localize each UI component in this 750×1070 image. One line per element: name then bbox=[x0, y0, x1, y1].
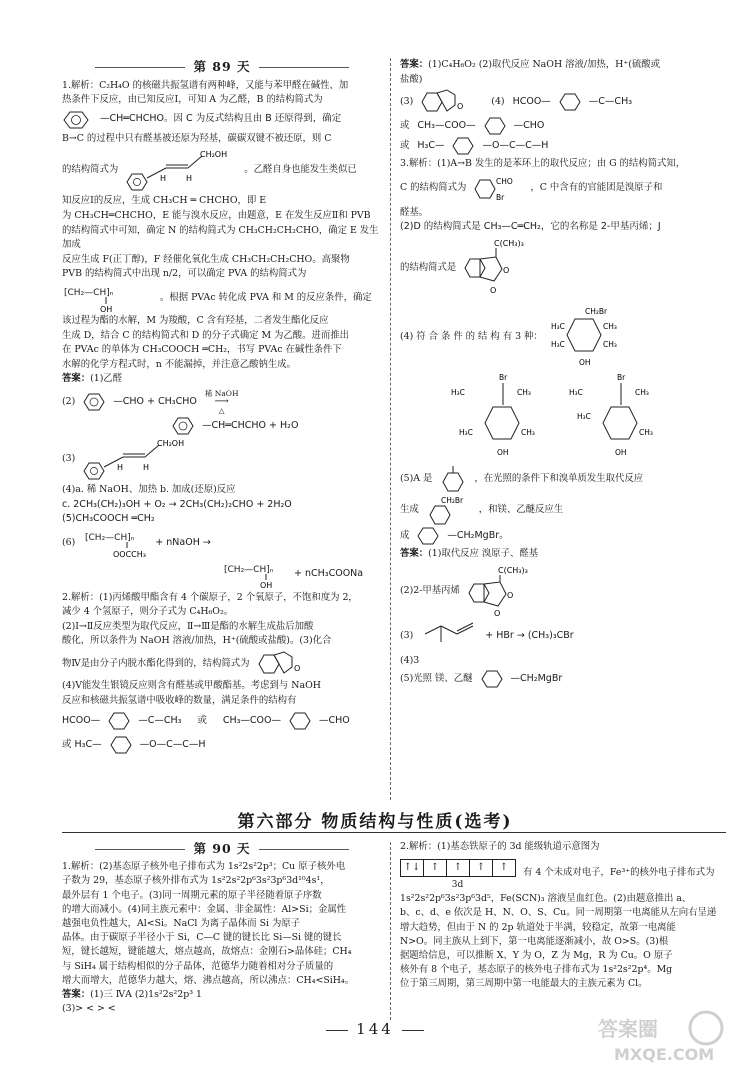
toluene-structure bbox=[440, 465, 466, 493]
q1-answer-4c: c. 2CH₃(CH₂)₃OH + O₂ → 2CH₃(CH₂)₂CHO + 2H₂O bbox=[62, 498, 292, 510]
day-90-title: 第 90 天 bbox=[62, 842, 382, 856]
svg-text:CH₃: CH₃ bbox=[521, 427, 535, 437]
watermark-logo bbox=[594, 1006, 734, 1064]
q3-part5-row3: 成 —CH₂MgBr。 bbox=[400, 527, 726, 545]
svg-text:Br: Br bbox=[499, 372, 508, 382]
q3-part5-row2: 生成 CH₂Br ，和镁、乙醚反应生 bbox=[400, 495, 726, 525]
q1-answer-6-row: (6) [CH₂—CH]ₙ OOCCH₃ + nNaOH → bbox=[62, 529, 382, 559]
part-six-title: 第六部分 物质结构与性质(选考) bbox=[237, 812, 513, 832]
answer-4-alt-row: 或 CH₃—COO— —CHO bbox=[400, 117, 726, 135]
answer-5-row: (5)光照 镁、乙醚 —CH₂MgBr bbox=[400, 670, 726, 688]
q1-answer-2-product-row: —CH═CHCHO + H₂O bbox=[62, 417, 382, 435]
q1-answer-5: (5)CH₃COOCH ═CH₂ bbox=[62, 513, 155, 525]
svg-text:OH: OH bbox=[260, 580, 273, 589]
q1-line: 的结构简式中可知，确定 N 的结构简式为 CH₃CH₂CH₂CHO，确定 E 发生加成 bbox=[62, 224, 379, 251]
svg-text:[CH₂—CH]ₙ: [CH₂—CH]ₙ bbox=[85, 532, 135, 543]
pva-structure bbox=[222, 561, 286, 589]
q2-line: 物Ⅳ是由分子内脱水酯化得到的，结构简式为 bbox=[62, 657, 250, 669]
svg-text:OH: OH bbox=[578, 357, 591, 367]
q2-line: (2)Ⅰ→Ⅱ反应类型为取代反应，Ⅱ→Ⅲ是酯的水解生成盐后加酸 bbox=[62, 620, 314, 632]
q1-b-structure-row bbox=[62, 110, 382, 130]
day-89-title: 第 89 天 bbox=[62, 60, 382, 75]
q1-answer-4: (4)a. 稀 NaOH、加热 b. 加成(还原)反应 bbox=[62, 483, 236, 495]
benzene-ring-icon bbox=[484, 117, 506, 135]
svg-text:H₃C: H₃C bbox=[550, 339, 565, 349]
svg-text:Br: Br bbox=[496, 192, 505, 202]
svg-text:O: O bbox=[506, 590, 514, 600]
svg-text:CHO: CHO bbox=[496, 176, 514, 186]
q3-line: 3.解析：(1)A→B 发生的是苯环上的取代反应；由 G 的结构简式知， bbox=[400, 158, 686, 170]
answer-3-row: (3) + HBr → (CH₃)₃CBr bbox=[400, 622, 726, 652]
benzyl-bromide-structure bbox=[427, 495, 471, 525]
q1-line: —CH═CHCHO。因 C 为反式结构且由 B 还原得到，确定 bbox=[100, 113, 342, 125]
q1-line: 反应生成 F(正丁醇)，F 经催化氧化生成 CH₃CH₂CH₂CHO。高聚物 bbox=[62, 253, 350, 265]
svg-text:O: O bbox=[503, 265, 510, 275]
q1-line: 水解的化学方程式时，n 不能漏掉，并注意乙酸钠生成。 bbox=[62, 358, 297, 370]
q1-answer-2-row: (2) —CHO + CH₃CHO 稀 NaOH ⟶ △ bbox=[62, 388, 239, 415]
answer-label: 答案： bbox=[62, 373, 91, 385]
benzene-ring-icon bbox=[108, 712, 130, 730]
q2-line: 酸化，所以条件为 NaOH 溶液/加热，H⁺(硫酸或盐酸)。(3)化合 bbox=[62, 635, 332, 647]
benzene-ring-icon bbox=[110, 736, 132, 754]
phthalide-tbutyl-structure bbox=[468, 564, 538, 620]
3d-orbital-diagram bbox=[400, 856, 515, 890]
svg-text:CH₂Br: CH₂Br bbox=[440, 495, 463, 505]
oh-label: OH bbox=[100, 304, 113, 312]
q1-line: 的结构简式为 bbox=[62, 164, 119, 176]
svg-text:H₃C: H₃C bbox=[550, 321, 565, 331]
q1-answer-6-product-row: [CH₂—CH]ₙ OH + nCH₃COONa bbox=[62, 561, 382, 589]
right-column: 答案：(1)C₄H₆O₂ (2)取代反应 NaOH 溶液/加热，H⁺(硫酸或 盐酸) (3) O (4) HCOO— —C—CH₃ 或 CH₃—COO— —CHO 或 H₃C— —O—C—C—H 3.解析：(1)A→B 发生的是苯环上的取代反应；由 G 的结构简式知， C 的结构简式为 CHO Br ，C 中含有的官能团是溴原子和 醛基。 (2)D 的结构简式是 CH₃—C═CH₂，它的名称是 2-甲基丙烯；J 的结构简式是 C(CH₃)₃ O O (4) 符 合 条 件 的 结 构 有 3 种： CH₂Br H₃C H₃C CH₃ CH₃ OH Br H₃C CH₃ H₃C CH₃ OH Br H₃C CH₃ H₃C CH₃ OH (5)A 是 ，在光照的条件下和溴单质发生取代反应 生成 CH₂Br ，和镁、乙醚反应生 成 —CH₂MgBr。 答案：(1)取代反应 溴原子、醛基 (2)2-甲基丙烯 C(CH₃)₃ O O (3) + HBr → (CH₃)₃CBr (4)3 (5)光照 镁、乙醚 —CH₂MgBr bbox=[400, 58, 726, 690]
bromobenzaldehyde-structure bbox=[474, 174, 522, 204]
benzene-ring-icon bbox=[559, 93, 581, 111]
q2-line: 反应和核磁共振氢谱中吸收峰的数量，满足条件的结构有 bbox=[62, 694, 297, 706]
q1-line: 热条件下反应，由已知反应Ⅰ，可知 A 为乙醛，B 的结构简式为 bbox=[62, 94, 323, 106]
q1-line: 。根据 PVAc 转化成 PVA 和 M 的反应条件，确定 bbox=[160, 291, 372, 303]
coumarin-structure bbox=[421, 89, 471, 115]
svg-text:C(CH₃)₃: C(CH₃)₃ bbox=[494, 238, 525, 248]
q3-part4-row: (4) 符 合 条 件 的 结 构 有 3 种： CH₂Br H₃C H₃C CH₃ CH₃ OH bbox=[400, 305, 726, 369]
orbital-box: ↑ bbox=[423, 859, 447, 877]
svg-text:H: H bbox=[143, 462, 150, 472]
q2-line: 2.解析：(1)丙烯酸甲酯含有 4 个碳原子，2 个氧原子，不饱和度为 2， bbox=[62, 591, 358, 603]
svg-text:CH₃: CH₃ bbox=[517, 387, 531, 397]
q1-line: B→C 的过程中只有醛基被还原为羟基，碳碳双键不被还原，则 C bbox=[62, 132, 332, 144]
q2-line: (4)Ⅴ能发生银镜反应则含有醛基或甲酸酯基。考虑到与 NaOH bbox=[62, 680, 321, 692]
svg-text:CH₃: CH₃ bbox=[602, 321, 617, 331]
answer-label: 答案： bbox=[400, 547, 429, 559]
svg-text:H₃C: H₃C bbox=[577, 411, 591, 421]
svg-text:H: H bbox=[117, 462, 124, 472]
answer-4-alt2-row: 或 H₃C— —O—C—C—H bbox=[400, 137, 726, 155]
svg-text:H₃C: H₃C bbox=[459, 427, 473, 437]
benzene-ring-icon bbox=[452, 137, 474, 155]
q1-answer-3-row: (3) H H CH₂OH bbox=[62, 437, 382, 481]
isobutylene-structure bbox=[421, 622, 477, 652]
svg-text:H₃C: H₃C bbox=[569, 387, 583, 397]
orbital-box: ↑↓ bbox=[400, 859, 424, 877]
svg-text:OH: OH bbox=[615, 447, 627, 457]
orbital-box: ↑ bbox=[492, 859, 516, 877]
coumarin-row bbox=[62, 651, 382, 677]
cinnamyl-alcohol-structure bbox=[83, 437, 193, 481]
q1-line: 该过程为酯的水解，M 为羧酸，C 含有羟基，二者发生酯化反应 bbox=[62, 314, 329, 326]
cinnamyl-alcohol-structure bbox=[126, 148, 236, 192]
ch2oh-label: CH₂OH bbox=[200, 150, 228, 160]
q3-part5-row: (5)A 是 ，在光照的条件下和溴单质发生取代反应 bbox=[400, 465, 726, 493]
svg-text:[CH₂—CH]ₙ: [CH₂—CH]ₙ bbox=[224, 564, 274, 575]
answer-label: 答案： bbox=[400, 59, 429, 70]
q2-line: 减少 4 个氢原子，则分子式为 C₄H₆O₂。 bbox=[62, 606, 234, 618]
h-label: H bbox=[160, 174, 167, 184]
q2-structures-row: HCOO— —C—CH₃ 或 CH₃—COO— —CHO bbox=[62, 712, 382, 730]
svg-text:答案圈: 答案圈 bbox=[598, 1017, 658, 1041]
benzene-ring-icon bbox=[172, 417, 194, 435]
svg-text:O: O bbox=[493, 608, 501, 618]
page-number: 144 bbox=[0, 1020, 750, 1038]
svg-text:CH₃: CH₃ bbox=[635, 387, 649, 397]
coumarin-structure bbox=[258, 651, 308, 677]
benzene-ring-icon bbox=[289, 712, 311, 730]
phthalide-tbutyl-structure bbox=[464, 237, 534, 299]
q1-line: 1.解析：C₂H₄O 的核磁共振氢谱有两种峰，又能与苯甲醛在碱性、加 bbox=[62, 79, 349, 91]
left-column bbox=[62, 58, 382, 756]
bromo-tbutyl-phenol-isomer-1 bbox=[449, 371, 559, 463]
q1-line: 。乙醛自身也能发生类似已 bbox=[244, 164, 357, 176]
day-90-right-column: 2.解析：(1)基态铁原子的 3d 能级轨道示意图为 ↑↓ ↑ ↑ ↑ ↑ 3d 有 4 个未成对电子，Fe³⁺的核外电子排布式为 1s²2s²2p⁶3s²3p⁶3d⁵，Fe(SCN)₃ 溶液呈血红色。(2)由题意推出 a、 b、c、d、e 依次是 H、N、O、S、Cu。同一周期第一电离能从左向右呈递 增大趋势，但由于 N 的 2p 轨道处于半满，较稳定，故第一电离能 N>O。同主族从上到下，第一电离能逐渐减小，故 O>S。(3)根 据题给信息，可以推断 X、Y 为 O，Z 为 Mg，R 为 Cu。O 原子 核外有 8 个电子，基态原子的核外电子排布式为 1s²2s²2p⁴。Mg 位于第三周期，第三周期中第一电能最大的主族元素为 Cl。 bbox=[400, 840, 726, 992]
answer-label: 答案： bbox=[62, 989, 91, 1001]
q1-line: 在 PVAc 的单体为 CH₃COOCH ═CH₂，书写 PVAc 在碱性条件下 bbox=[62, 344, 342, 356]
day-90-left-column: 第 90 天 1.解析：(2)基态原子核外电子排布式为 1s²2s²2p³；Cu 原子核外电 子数为 29，基态原子核外排布式为 1s²2s²2p⁶3s²3p⁶3d¹⁰4s¹， 最外层有 1 个电子。(3)同一周期元素的原子半径随着原子序数 的增大而减小。(4)同主族元素中：金属、非金属性：Al>Si；金属性 越强电负性越大，Al<Si。NaCl 为离子晶体而 Si 为原子 晶体。由于碳原子半径小于 Si，C—C 键的键长比 Si—Si 键的键长 短，键长越短，键能越大，熔点越高，故熔点：金刚石>晶体硅；CH₄ 与 SiH₄ 属于结构相似的分子晶体，范德华力随着相对分子质量的 增大而增大，范德华力越大，熔、沸点越高，所以沸点：CH₄<SiH₄。 答案：(1)三 ⅣA (2)1s²2s²2p³ 1 (3)> < > < bbox=[62, 840, 382, 1016]
benzene-ring-icon bbox=[481, 670, 503, 688]
column-divider bbox=[390, 842, 391, 1020]
q1-line: PVB 的结构简式中出现 n/2，可以确定 PVA 的结构简式为 bbox=[62, 268, 307, 280]
q3-part4-isomers-row bbox=[400, 371, 726, 463]
orbital-label: 3d bbox=[451, 880, 464, 891]
svg-text:OOCCH₃: OOCCH₃ bbox=[113, 549, 147, 559]
q1-line: 为 CH₃CH═CHCHO，E 能与溴水反应，由题意，E 在发生反应Ⅱ和 PVB bbox=[62, 209, 371, 221]
tetramethyl-bromomethylphenol-structure bbox=[551, 305, 625, 369]
q1-answer-1: (1)乙醛 bbox=[90, 373, 123, 385]
orbital-box: ↑ bbox=[469, 859, 493, 877]
answer-2-row: (2)2-甲基丙烯 C(CH₃)₃ O O bbox=[400, 564, 726, 620]
q2-structure3-row: 或 H₃C— —O—C—C—H bbox=[62, 736, 382, 754]
part-rule bbox=[62, 832, 726, 833]
orbital-box: ↑ bbox=[446, 859, 470, 877]
orbital-diagram-row: ↑↓ ↑ ↑ ↑ ↑ 3d 有 4 个未成对电子，Fe³⁺的核外电子排布式为 bbox=[400, 856, 726, 890]
svg-text:CH₃: CH₃ bbox=[639, 427, 653, 437]
q3-c-structure-row: C 的结构简式为 CHO Br ，C 中含有的官能团是溴原子和 bbox=[400, 174, 726, 204]
svg-text:CH₂OH: CH₂OH bbox=[157, 438, 185, 448]
benzene-ring-icon bbox=[62, 110, 92, 130]
q1-line: 生成 D，结合 C 的结构简式和 D 的分子式确定 M 为乙酸。进而推出 bbox=[62, 329, 350, 341]
q3-j-structure-row: 的结构简式是 C(CH₃)₃ O O bbox=[400, 237, 726, 299]
q1-line: 知反应Ⅰ的反应，生成 CH₃CH ═ CHCHO，即 E bbox=[62, 195, 267, 207]
svg-text:MXQE.COM: MXQE.COM bbox=[614, 1045, 715, 1064]
svg-text:O: O bbox=[490, 285, 497, 295]
svg-text:H₃C: H₃C bbox=[451, 387, 465, 397]
benzene-ring-icon bbox=[83, 393, 105, 411]
column-divider bbox=[390, 58, 391, 800]
svg-text:Br: Br bbox=[617, 372, 626, 382]
benzene-ring-icon bbox=[417, 527, 439, 545]
svg-text:OH: OH bbox=[497, 447, 509, 457]
svg-text:CH₃: CH₃ bbox=[602, 339, 617, 349]
svg-text:O: O bbox=[457, 102, 464, 112]
pva-structure bbox=[62, 284, 152, 312]
answer-3-coumarin-row: (3) O (4) HCOO— —C—CH₃ bbox=[400, 89, 726, 115]
pvac-structure bbox=[83, 529, 147, 559]
q1-c-structure-row bbox=[62, 148, 382, 192]
svg-text:CH₂Br: CH₂Br bbox=[584, 306, 607, 316]
svg-text:[CH₂—CH]ₙ: [CH₂—CH]ₙ bbox=[64, 287, 114, 298]
svg-text:C(CH₃)₃: C(CH₃)₃ bbox=[497, 565, 528, 575]
reaction-arrow: 稀 NaOH ⟶ △ bbox=[204, 388, 239, 415]
bromo-tbutyl-phenol-isomer-2 bbox=[567, 371, 677, 463]
h-label: H bbox=[186, 174, 193, 184]
pva-structure-row bbox=[62, 284, 382, 312]
svg-text:O: O bbox=[293, 664, 300, 674]
